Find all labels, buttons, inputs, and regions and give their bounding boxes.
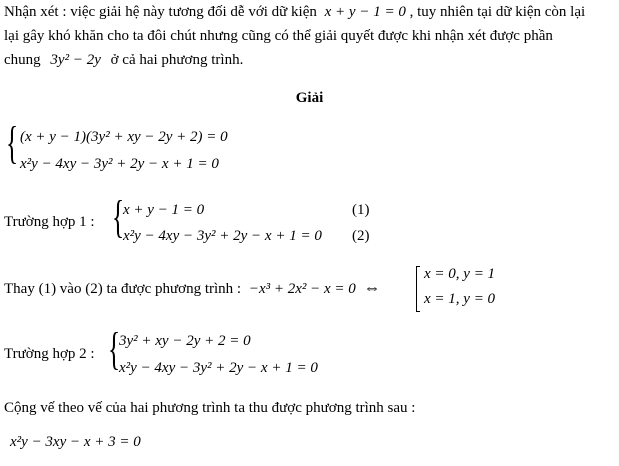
solutions-bracket	[416, 266, 420, 312]
intro-line-3	[4, 50, 243, 70]
intro-line-1-suffix: , tuy nhiên tại dữ kiện còn lại	[409, 4, 586, 20]
case2-eq2: x²y − 4xy − 3y² + 2y − x + 1 = 0	[119, 360, 318, 376]
intro-line-3-suffix: ở cả hai phương trình.	[110, 52, 244, 68]
case2-label: Trường hợp 2 :	[4, 346, 95, 362]
case1-tag2: (2)	[352, 228, 370, 244]
system-main-brace: {	[6, 117, 19, 168]
equivalence-arrow: ⇔	[363, 278, 381, 297]
case1-eq2: x²y − 4xy − 3y² + 2y − x + 1 = 0	[123, 228, 322, 244]
solution-heading: Giải	[295, 90, 324, 106]
intro-line-2: lại gây khó khăn cho ta đôi chút nhưng cũng có thể giải quyết được khi nhận xét được phần	[4, 28, 553, 44]
conclusion-text: Cộng vế theo vế của hai phương trình ta thu được phương trình sau :	[4, 400, 416, 416]
system-main-eq1: (x + y − 1)(3y² + xy − 2y + 2) = 0	[20, 129, 228, 145]
solution-2: x = 1, y = 0	[424, 291, 496, 307]
intro-line-1	[4, 2, 585, 22]
conclusion-equation: x²y − 3xy − x + 3 = 0	[10, 434, 141, 450]
case1-eq1: x + y − 1 = 0	[123, 202, 205, 218]
substitute-text: Thay (1) vào (2) ta được phương trình :	[4, 281, 242, 297]
solution-1: x = 0, y = 1	[424, 266, 496, 282]
intro-line-1-prefix: Nhận xét : việc giải hệ này tương đối dễ với dữ kiện	[4, 4, 317, 20]
system-main-eq2: x²y − 4xy − 3y² + 2y − x + 1 = 0	[20, 156, 219, 172]
substitute-line	[4, 278, 381, 299]
case1-tag1: (1)	[352, 202, 370, 218]
case1-label: Trường hợp 1 :	[4, 214, 95, 230]
intro-line-3-equation: 3y² − 2y	[50, 52, 101, 68]
case2-eq1: 3y² + xy − 2y + 2 = 0	[119, 333, 251, 349]
case2-brace: {	[108, 323, 121, 374]
substitute-equation: −x³ + 2x² − x = 0	[248, 281, 356, 297]
intro-line-3-prefix: chung	[4, 52, 41, 68]
case1-brace: {	[112, 191, 125, 242]
intro-line-1-equation: x + y − 1 = 0	[324, 4, 406, 20]
